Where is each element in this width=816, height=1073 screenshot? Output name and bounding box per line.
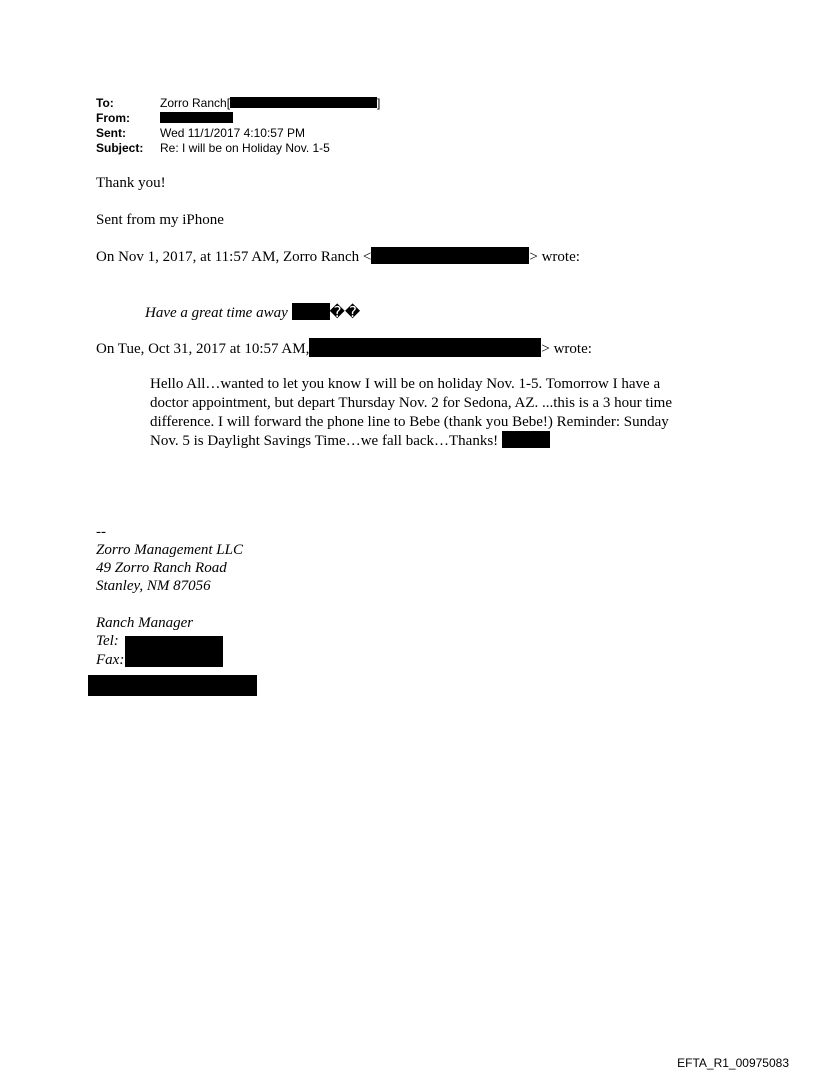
- quote-text: Hello All…wanted to let you know I will be on holiday Nov. 1-5. Tomorrow I have a doctor appointment, but depart Thursday Nov. 2 for Sedona, AZ. ...this is a 3 hour time difference. I will forward the phone line to Bebe (thank you Bebe!) Reminder: Sunday Nov. 5 is Daylight Savings Time…we fall back…Thanks!: [150, 376, 672, 449]
- sent-from-line: Sent from my iPhone: [96, 212, 224, 228]
- reply2-attribution: [96, 341, 592, 358]
- from-value: [160, 111, 233, 126]
- to-suffix: ]: [377, 96, 381, 110]
- to-value: [160, 96, 380, 111]
- replacement-glyphs: ��: [329, 305, 361, 321]
- quoted-message: [150, 375, 680, 451]
- sent-label: Sent:: [96, 126, 126, 140]
- redaction-bar: [160, 112, 233, 123]
- reply1-wrote: > wrote:: [529, 249, 580, 265]
- signature-address2: Stanley, NM 87056: [96, 578, 211, 594]
- redaction-bar: [230, 97, 377, 108]
- signature-role: Ranch Manager: [96, 615, 194, 631]
- reply2-attrib-text: On Tue, Oct 31, 2017 at 10:57 AM,: [96, 341, 310, 357]
- to-name: Zorro Ranch[: [160, 96, 231, 110]
- redaction-bar: [292, 303, 330, 320]
- signature-company: Zorro Management LLC: [96, 542, 243, 558]
- fax-label: Fax:: [96, 652, 125, 668]
- reply2-wrote: > wrote:: [541, 341, 592, 357]
- to-label: To:: [96, 96, 114, 110]
- signature-separator: --: [96, 524, 106, 540]
- reply1-text: Have a great time away: [145, 305, 288, 321]
- redaction-bar: [502, 431, 550, 448]
- reply1-message: [145, 303, 360, 322]
- document-id: EFTA_R1_00975083: [677, 1056, 789, 1070]
- redaction-bar: [88, 675, 257, 696]
- signature-address1: 49 Zorro Ranch Road: [96, 560, 227, 576]
- subject-label: Subject:: [96, 141, 144, 155]
- signature-fax: [96, 652, 124, 669]
- tel-label: Tel:: [96, 633, 119, 649]
- thanks-line: Thank you!: [96, 175, 166, 191]
- signature-tel: [96, 633, 119, 650]
- reply1-attribution: [96, 249, 580, 266]
- from-label: From:: [96, 111, 130, 125]
- subject-value: Re: I will be on Holiday Nov. 1-5: [160, 141, 330, 155]
- redaction-bar: [125, 636, 223, 667]
- redaction-bar: [309, 338, 541, 357]
- sent-value: Wed 11/1/2017 4:10:57 PM: [160, 126, 305, 140]
- redaction-bar: [371, 247, 529, 264]
- reply1-attrib-text: On Nov 1, 2017, at 11:57 AM, Zorro Ranch <: [96, 249, 372, 265]
